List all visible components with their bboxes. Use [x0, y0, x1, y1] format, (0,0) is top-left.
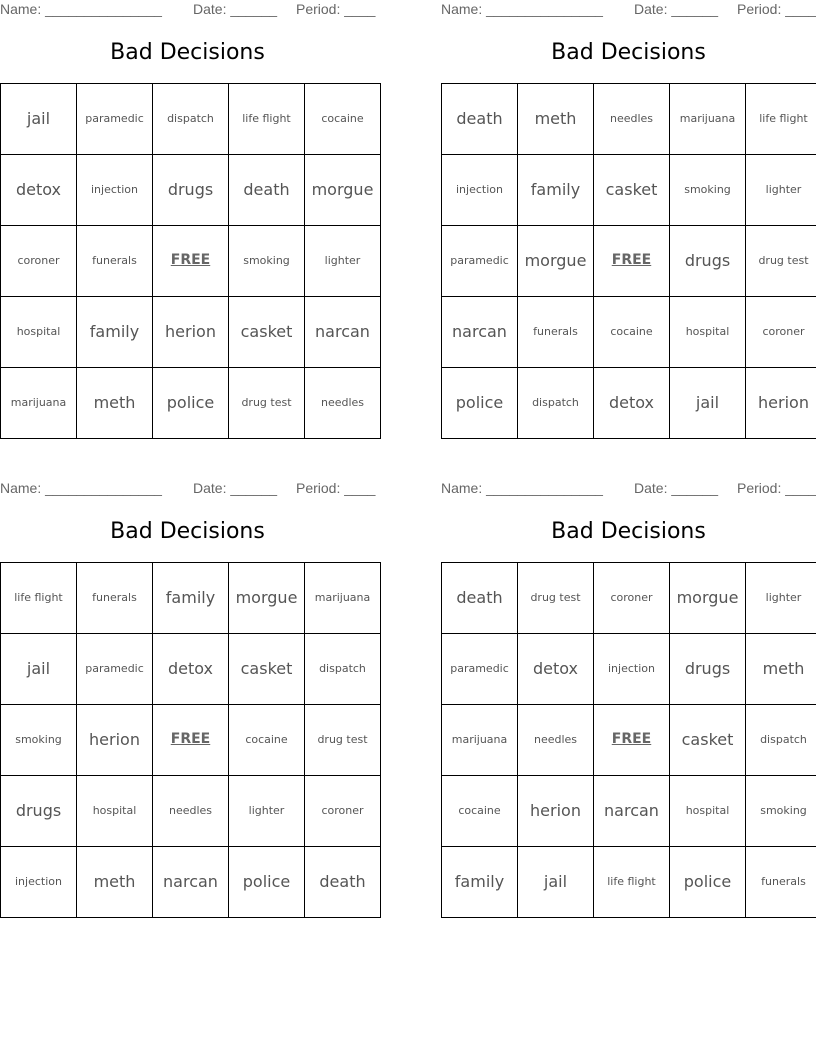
bingo-cell: drug test [746, 226, 816, 297]
bingo-cell: death [305, 847, 381, 918]
bingo-cell: coroner [746, 297, 816, 368]
bingo-card-1 [0, 0, 375, 434]
bingo-cell: narcan [305, 297, 381, 368]
bingo-cell: funerals [77, 226, 153, 297]
bingo-cell: casket [229, 297, 305, 368]
bingo-cell: life flight [746, 84, 816, 155]
bingo-cell: cocaine [305, 84, 381, 155]
bingo-grid [0, 83, 381, 439]
bingo-cell: detox [518, 634, 594, 705]
bingo-cell: herion [518, 776, 594, 847]
grid-row [442, 297, 816, 368]
bingo-cell: jail [1, 634, 77, 705]
card-header [441, 0, 816, 24]
bingo-cell: jail [670, 368, 746, 439]
grid-row [442, 847, 816, 918]
name-field-label: Name: _______________ [0, 1, 162, 17]
bingo-cell: herion [77, 705, 153, 776]
grid-row [442, 563, 816, 634]
bingo-cell: meth [77, 368, 153, 439]
bingo-cell: drug test [518, 563, 594, 634]
bingo-cell: injection [77, 155, 153, 226]
bingo-cell: drugs [1, 776, 77, 847]
bingo-cell: marijuana [305, 563, 381, 634]
bingo-cell: life flight [594, 847, 670, 918]
bingo-card-3 [0, 479, 375, 913]
bingo-cell: casket [670, 705, 746, 776]
bingo-cell: casket [229, 634, 305, 705]
bingo-cell: smoking [229, 226, 305, 297]
name-field-label: Name: _______________ [0, 480, 162, 496]
bingo-cell: marijuana [1, 368, 77, 439]
grid-row [442, 84, 816, 155]
bingo-cell: drugs [670, 634, 746, 705]
bingo-grid [0, 562, 381, 918]
bingo-card-2 [441, 0, 816, 434]
grid-row [1, 226, 381, 297]
bingo-cell: police [153, 368, 229, 439]
card-title: Bad Decisions [110, 519, 265, 544]
bingo-cell: family [442, 847, 518, 918]
bingo-cell: life flight [1, 563, 77, 634]
bingo-cell: detox [153, 634, 229, 705]
date-field-label: Date: ______ [634, 480, 719, 496]
bingo-cell: paramedic [77, 634, 153, 705]
bingo-cell: narcan [153, 847, 229, 918]
grid-row [1, 847, 381, 918]
bingo-cell: detox [1, 155, 77, 226]
bingo-cell: police [229, 847, 305, 918]
bingo-cell: morgue [305, 155, 381, 226]
bingo-cell: family [153, 563, 229, 634]
grid-row [1, 634, 381, 705]
bingo-cell: injection [442, 155, 518, 226]
bingo-cell: coroner [305, 776, 381, 847]
bingo-cell: funerals [77, 563, 153, 634]
bingo-cell: smoking [670, 155, 746, 226]
bingo-cell: coroner [594, 563, 670, 634]
bingo-cell: needles [153, 776, 229, 847]
period-field-label: Period: ____ [296, 1, 376, 17]
bingo-cell: dispatch [746, 705, 816, 776]
bingo-cell: marijuana [670, 84, 746, 155]
bingo-cell: dispatch [305, 634, 381, 705]
bingo-cell: police [442, 368, 518, 439]
bingo-cell: morgue [229, 563, 305, 634]
bingo-cell: paramedic [77, 84, 153, 155]
bingo-cell: lighter [229, 776, 305, 847]
bingo-cell: cocaine [594, 297, 670, 368]
grid-row [442, 226, 816, 297]
bingo-cell: detox [594, 368, 670, 439]
bingo-cell: paramedic [442, 634, 518, 705]
free-space-cell: FREE [594, 705, 670, 776]
card-header [0, 479, 375, 503]
grid-row [1, 155, 381, 226]
bingo-cell: herion [153, 297, 229, 368]
bingo-card-4 [441, 479, 816, 913]
bingo-cell: morgue [518, 226, 594, 297]
bingo-cell: lighter [746, 155, 816, 226]
date-field-label: Date: ______ [193, 480, 278, 496]
bingo-cell: needles [594, 84, 670, 155]
bingo-cell: death [229, 155, 305, 226]
bingo-cell: coroner [1, 226, 77, 297]
bingo-cell: paramedic [442, 226, 518, 297]
bingo-grid [441, 83, 816, 439]
bingo-cell: injection [594, 634, 670, 705]
bingo-cell: drug test [229, 368, 305, 439]
bingo-cell: meth [746, 634, 816, 705]
card-title: Bad Decisions [551, 519, 706, 544]
bingo-cell: marijuana [442, 705, 518, 776]
bingo-cell: lighter [305, 226, 381, 297]
bingo-cell: cocaine [229, 705, 305, 776]
grid-row [1, 368, 381, 439]
bingo-cell: life flight [229, 84, 305, 155]
bingo-cell: smoking [746, 776, 816, 847]
card-header [441, 479, 816, 503]
name-field-label: Name: _______________ [441, 480, 603, 496]
bingo-cell: herion [746, 368, 816, 439]
date-field-label: Date: ______ [634, 1, 719, 17]
grid-row [1, 705, 381, 776]
bingo-cell: hospital [77, 776, 153, 847]
free-space-cell: FREE [153, 705, 229, 776]
period-field-label: Period: ____ [737, 480, 816, 496]
bingo-cell: death [442, 84, 518, 155]
card-title: Bad Decisions [551, 40, 706, 65]
bingo-cell: jail [1, 84, 77, 155]
grid-row [1, 563, 381, 634]
name-field-label: Name: _______________ [441, 1, 603, 17]
bingo-cell: drugs [153, 155, 229, 226]
date-field-label: Date: ______ [193, 1, 278, 17]
period-field-label: Period: ____ [737, 1, 816, 17]
bingo-cell: cocaine [442, 776, 518, 847]
bingo-cell: dispatch [153, 84, 229, 155]
grid-row [442, 705, 816, 776]
period-field-label: Period: ____ [296, 480, 376, 496]
free-space-cell: FREE [153, 226, 229, 297]
bingo-cell: hospital [1, 297, 77, 368]
bingo-cell: hospital [670, 297, 746, 368]
grid-row [442, 155, 816, 226]
bingo-cell: lighter [746, 563, 816, 634]
grid-row [1, 776, 381, 847]
bingo-cell: meth [77, 847, 153, 918]
bingo-cell: funerals [746, 847, 816, 918]
free-space-cell: FREE [594, 226, 670, 297]
bingo-cell: drug test [305, 705, 381, 776]
bingo-cell: smoking [1, 705, 77, 776]
bingo-cell: narcan [594, 776, 670, 847]
bingo-cell: needles [305, 368, 381, 439]
card-header [0, 0, 375, 24]
bingo-cell: drugs [670, 226, 746, 297]
grid-row [1, 297, 381, 368]
bingo-cell: death [442, 563, 518, 634]
bingo-cell: morgue [670, 563, 746, 634]
bingo-cell: hospital [670, 776, 746, 847]
bingo-cell: funerals [518, 297, 594, 368]
bingo-cell: meth [518, 84, 594, 155]
bingo-cell: family [77, 297, 153, 368]
grid-row [442, 634, 816, 705]
grid-row [442, 776, 816, 847]
bingo-cell: dispatch [518, 368, 594, 439]
bingo-cell: casket [594, 155, 670, 226]
bingo-cell: police [670, 847, 746, 918]
bingo-grid [441, 562, 816, 918]
bingo-cell: jail [518, 847, 594, 918]
bingo-cell: narcan [442, 297, 518, 368]
grid-row [1, 84, 381, 155]
bingo-cell: needles [518, 705, 594, 776]
card-title: Bad Decisions [110, 40, 265, 65]
grid-row [442, 368, 816, 439]
bingo-cell: injection [1, 847, 77, 918]
bingo-cell: family [518, 155, 594, 226]
